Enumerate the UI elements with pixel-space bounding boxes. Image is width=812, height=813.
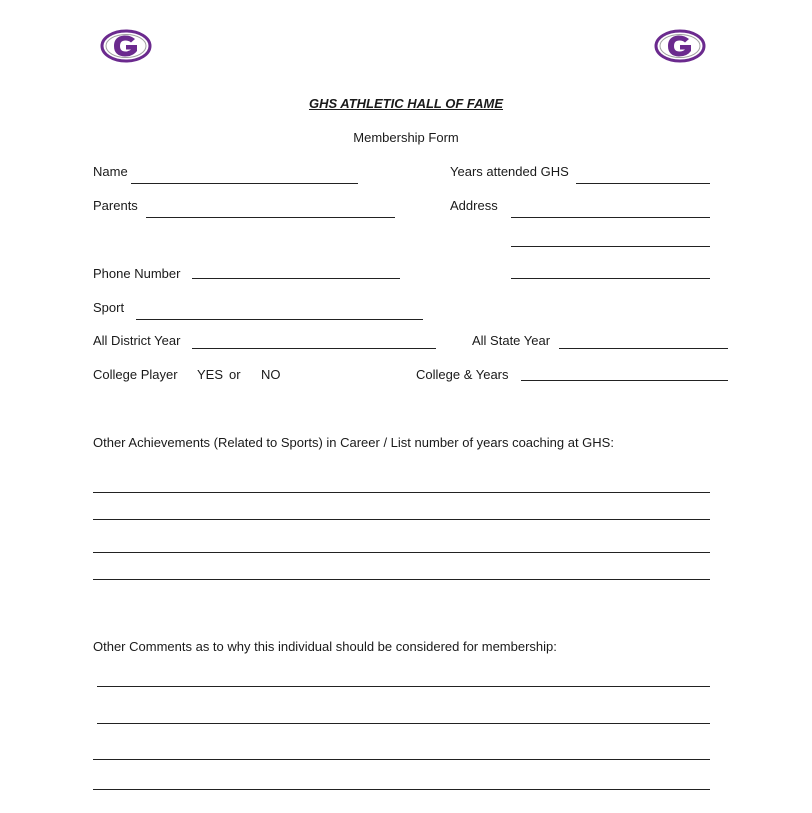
achievements-line-3[interactable] xyxy=(93,552,710,553)
or-text: or xyxy=(229,367,241,382)
comments-prompt: Other Comments as to why this individual should be considered for membership: xyxy=(93,639,557,654)
parents-line[interactable] xyxy=(146,217,395,218)
all-district-label: All District Year xyxy=(93,333,181,348)
phone-label: Phone Number xyxy=(93,266,181,281)
address-label: Address xyxy=(450,198,498,213)
achievements-prompt: Other Achievements (Related to Sports) in Career / List number of years coaching at GHS: xyxy=(93,435,614,450)
comments-line-2[interactable] xyxy=(97,723,710,724)
comments-line-4[interactable] xyxy=(93,789,710,790)
college-years-line[interactable] xyxy=(521,380,728,381)
name-label: Name xyxy=(93,164,128,179)
comments-line-3[interactable] xyxy=(93,759,710,760)
g-logo-left-icon xyxy=(100,29,152,63)
address-line-3[interactable] xyxy=(511,278,710,279)
years-attended-line[interactable] xyxy=(576,183,710,184)
phone-line[interactable] xyxy=(192,278,400,279)
form-subtitle: Membership Form xyxy=(353,130,459,145)
all-state-line[interactable] xyxy=(559,348,728,349)
address-line-1[interactable] xyxy=(511,217,710,218)
yes-option[interactable]: YES xyxy=(197,367,224,382)
sport-line[interactable] xyxy=(136,319,423,320)
g-logo-right-icon xyxy=(654,29,706,63)
parents-label: Parents xyxy=(93,198,138,213)
college-player-label: College Player xyxy=(93,367,178,382)
no-option[interactable]: NO xyxy=(261,367,281,382)
achievements-line-2[interactable] xyxy=(93,519,710,520)
achievements-line-1[interactable] xyxy=(93,492,710,493)
sport-label: Sport xyxy=(93,300,125,315)
address-line-2[interactable] xyxy=(511,246,710,247)
form-title: GHS ATHLETIC HALL OF FAME xyxy=(308,96,504,111)
years-attended-label: Years attended GHS xyxy=(450,164,569,179)
comments-line-1[interactable] xyxy=(97,686,710,687)
all-district-line[interactable] xyxy=(192,348,436,349)
all-state-label: All State Year xyxy=(472,333,551,348)
college-years-label: College & Years xyxy=(416,367,509,382)
name-line[interactable] xyxy=(131,183,358,184)
achievements-line-4[interactable] xyxy=(93,579,710,580)
